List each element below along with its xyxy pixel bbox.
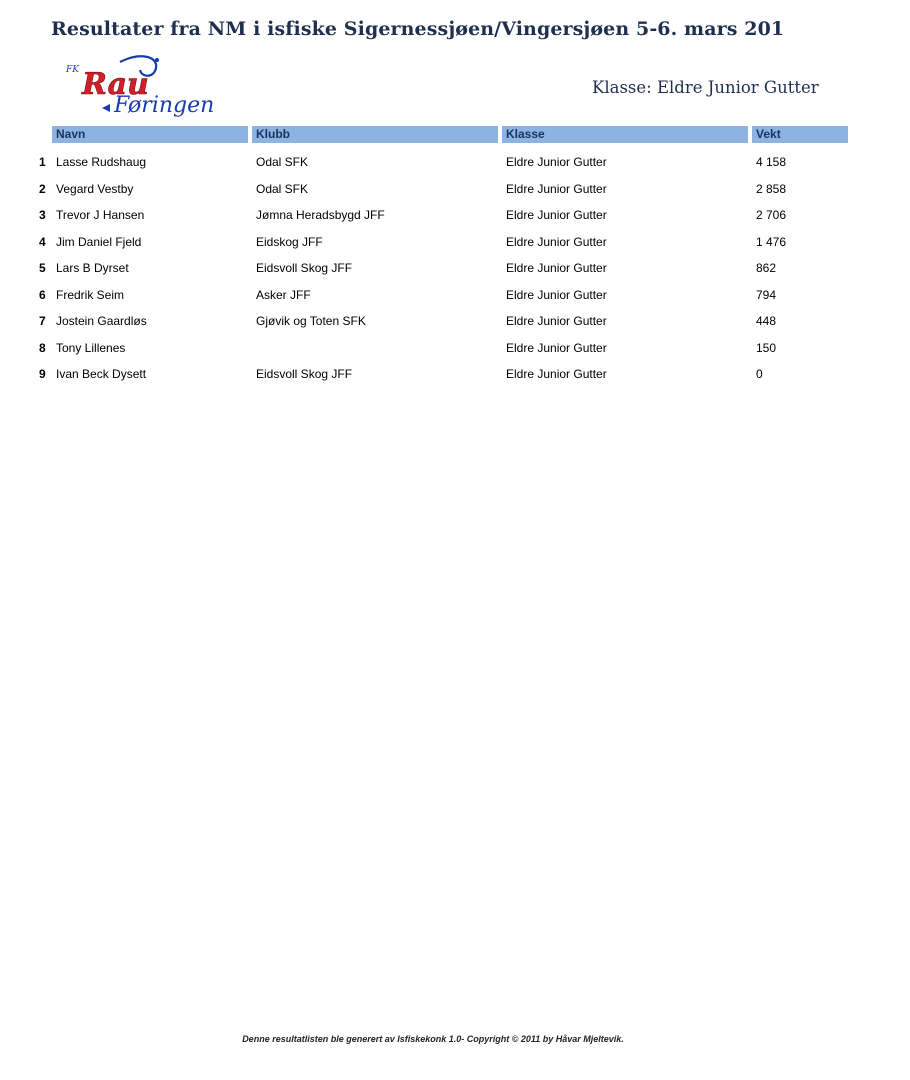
weight-cell: 1 476: [756, 234, 787, 249]
class-cell: Eldre Junior Gutter: [506, 234, 607, 249]
logo-prefix: FK: [66, 65, 79, 75]
rank-cell: 3: [39, 208, 46, 222]
table-row: [0, 256, 910, 283]
table-row: [0, 309, 910, 336]
name-cell: Fredrik Seim: [56, 287, 125, 302]
club-cell: Eidsvoll Skog JFF: [256, 261, 353, 275]
table-row: [0, 230, 910, 257]
name-cell: Jostein Gaardløs: [56, 314, 147, 328]
club-cell: Gjøvik og Toten SFK: [256, 314, 366, 328]
club-logo-graphic: [62, 52, 232, 120]
class-cell: Eldre Junior Gutter: [506, 261, 607, 275]
weight-cell: 448: [756, 314, 777, 328]
class-heading: Klasse: Eldre Junior Gutter: [592, 78, 819, 97]
table-row: [0, 203, 910, 230]
table-row: [0, 362, 910, 389]
name-cell: Lars B Dyrset: [56, 261, 129, 275]
footer-copyright: Denne resultatlisten ble generert av Isfiskekonk 1.0- Copyright © 2011 by Håvar Mjeltevik.: [242, 1034, 624, 1044]
name-cell: Lasse Rudshaug: [56, 155, 147, 169]
club-cell: Eidskog JFF: [256, 234, 323, 249]
weight-cell: 4 158: [756, 155, 787, 169]
logo-word-top: Rau: [82, 67, 149, 102]
page-title: Resultater fra NM i isfiske Sigernessjøen/Vingersjøen 5-6. mars 201: [51, 18, 785, 40]
weight-cell: 862: [756, 261, 777, 275]
weight-cell: 0: [756, 367, 763, 381]
rank-cell: 1: [39, 155, 46, 169]
name-cell: Ivan Beck Dysett: [56, 367, 147, 381]
column-header-vekt: Vekt: [752, 126, 848, 143]
table-row: [0, 336, 910, 363]
table-row: [0, 150, 910, 177]
club-cell: Odal SFK: [256, 155, 309, 169]
name-cell: Vegard Vestby: [56, 181, 134, 196]
results-table: [0, 150, 910, 389]
club-cell: Asker JFF: [256, 287, 311, 302]
weight-cell: 150: [756, 340, 777, 355]
class-cell: Eldre Junior Gutter: [506, 314, 607, 328]
rank-cell: 5: [39, 261, 46, 275]
column-header-navn: Navn: [52, 126, 248, 143]
class-cell: Eldre Junior Gutter: [506, 181, 607, 196]
table-row: [0, 177, 910, 204]
rank-cell: 6: [39, 287, 46, 302]
weight-cell: 2 706: [756, 208, 787, 222]
class-cell: Eldre Junior Gutter: [506, 155, 607, 169]
rank-cell: 9: [39, 367, 46, 381]
club-cell: Odal SFK: [256, 181, 309, 196]
club-logo: [62, 52, 232, 120]
logo-fish-tail: [102, 104, 110, 112]
column-header-klasse: Klasse: [502, 126, 748, 143]
weight-cell: 2 858: [756, 181, 787, 196]
name-cell: Tony Lillenes: [56, 340, 126, 355]
weight-cell: 794: [756, 287, 777, 302]
class-cell: Eldre Junior Gutter: [506, 287, 607, 302]
column-header-klubb: Klubb: [252, 126, 498, 143]
rank-cell: 7: [39, 314, 46, 328]
class-cell: Eldre Junior Gutter: [506, 208, 607, 222]
rank-cell: 4: [39, 234, 46, 249]
class-cell: Eldre Junior Gutter: [506, 340, 607, 355]
table-row: [0, 283, 910, 310]
class-cell: Eldre Junior Gutter: [506, 367, 607, 381]
logo-word-bottom: Føringen: [114, 93, 215, 118]
logo-dot: [155, 58, 159, 62]
name-cell: Trevor J Hansen: [56, 208, 145, 222]
rank-cell: 2: [39, 181, 46, 196]
club-cell: Jømna Heradsbygd JFF: [256, 208, 385, 222]
rank-cell: 8: [39, 340, 46, 355]
club-cell: Eidsvoll Skog JFF: [256, 367, 353, 381]
name-cell: Jim Daniel Fjeld: [56, 234, 142, 249]
